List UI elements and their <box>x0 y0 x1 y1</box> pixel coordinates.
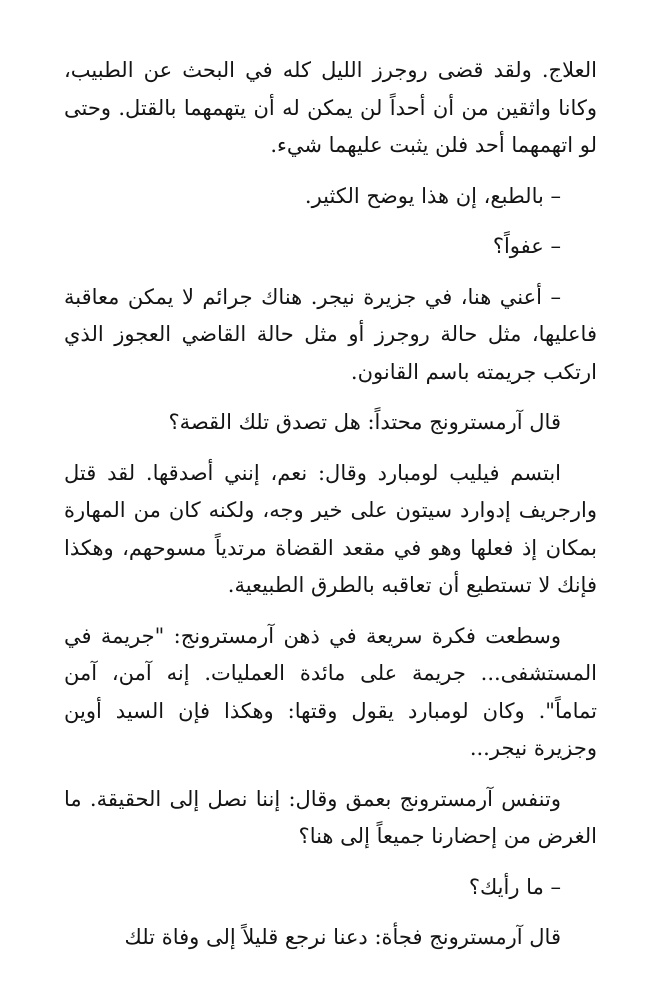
paragraph-2: – أعني هنا، في جزيرة نيجر. هناك جرائم لا يمكن معاقبة فاعليها، مثل حالة روجرز أو مثل حالة القاضي العجوز الذي ارتكب جريمته باسم القانون. <box>64 284 597 384</box>
paragraph-6: وتنفس آرمسترونج بعمق وقال: إننا نصل إلى الحقيقة. ما الغرض من إحضارنا جميعاً إلى هنا؟ <box>64 786 597 848</box>
book-page <box>64 52 597 970</box>
dialogue-line-1: – بالطبع، إن هذا يوضح الكثير. <box>304 183 561 208</box>
paragraph-1: العلاج. ولقد قضى روجرز الليل كله في البحث عن الطبيب، وكانا واثقين من أن أحداً لن يمكن له أن يتهمهما بالقتل. وحتى لو اتهمهما أحد فلن يثبت عليهما شيء. <box>64 58 597 157</box>
paragraph-7: قال آرمسترونج فجأة: دعنا نرجع قليلاً إلى وفاة تلك <box>124 925 561 949</box>
dialogue-line-2: – عفواً؟ <box>492 234 561 258</box>
paragraph-3: قال آرمسترونج محتداً: هل تصدق تلك القصة؟ <box>168 410 561 434</box>
paragraph-5: وسطعت فكرة سريعة في ذهن آرمسترونج: "جريمة في المستشفى... جريمة على مائدة العمليات. إنه آمن، آمن تماماً". وكان لومبارد يقول وقتها: وهكذا فإن السيد أوين وجزيرة نيجر... <box>64 623 597 760</box>
paragraph-4: ابتسم فيليب لومبارد وقال: نعم، إنني أصدقها. لقد قتل وارجريف إدوارد سيتون على خير وجه، ولكنه كان من المهارة بمكان إذ فعلها وهو في مقعد القضاة مرتدياً مسوحهم، وهكذا فإنك لا تستطيع أن تعاقبه بالطرق الطبيعية. <box>64 460 597 597</box>
dialogue-line-3: – ما رأيك؟ <box>468 874 561 899</box>
